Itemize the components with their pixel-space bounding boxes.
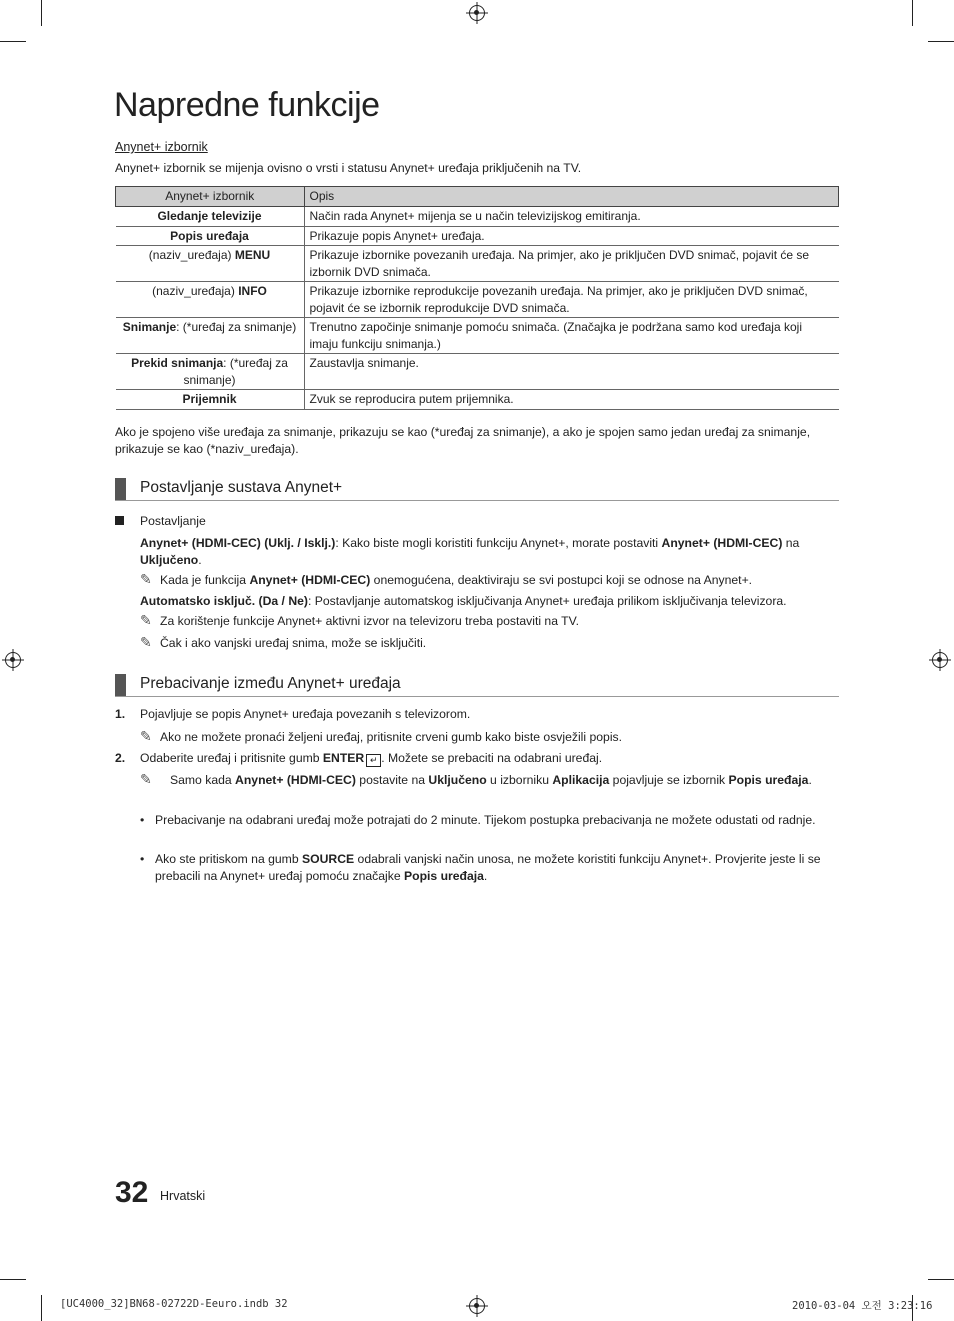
text-span: : (*uređaj za snimanje): [183, 356, 288, 387]
crop-mark: [41, 1295, 42, 1321]
table-row: [116, 354, 839, 390]
menu-item-name: Snimanje: [122, 320, 177, 334]
square-bullet-icon: [115, 516, 124, 525]
text-span: Ako ste pritiskom na gumb: [155, 852, 302, 866]
menu-item-cell: [116, 246, 305, 282]
text-span: Za korištenje funkcije Anynet+ aktivni izvor na televizoru treba postaviti na TV.: [160, 614, 579, 628]
menu-desc-cell: Prikazuje izbornike reprodukcije povezanih uređaja. Na primjer, ako je priključen DVD snimač, pojavit će se izbornik reprodukcije DVD snimača.: [304, 282, 839, 318]
menu-application: Aplikacija: [552, 773, 610, 787]
bullet-1: [140, 812, 830, 829]
crop-mark: [912, 0, 913, 26]
col-header-desc: Opis: [304, 187, 839, 207]
step-number: 1.: [115, 707, 126, 721]
menu-item-name: INFO: [238, 284, 267, 298]
source-key-label: SOURCE: [302, 852, 355, 866]
table-row: [116, 318, 839, 354]
text-span: na: [782, 536, 800, 550]
enter-icon: ↵: [366, 754, 381, 767]
enter-key-label: ENTER: [322, 751, 365, 765]
col-header-menu: Anynet+ izbornik: [116, 187, 305, 207]
menu-item-name: Gledanje televizije: [157, 209, 262, 223]
text-span: : Kako biste mogli koristiti funkciju Anynet+, morate postaviti: [335, 536, 662, 550]
value-on: Uključeno: [428, 773, 487, 787]
registration-mark-icon: [5, 652, 21, 668]
menu-desc-cell: Prikazuje popis Anynet+ uređaja.: [304, 226, 839, 246]
bullet-text: [155, 851, 830, 885]
step-2-note: [140, 771, 820, 789]
text-span: Kada je funkcija: [160, 573, 250, 587]
setup-item-title: [115, 513, 206, 530]
menu-item-name: Prijemnik: [182, 392, 237, 406]
step-text: [140, 750, 602, 767]
menu-item-cell: [116, 282, 305, 318]
language-label: Hrvatski: [160, 1189, 206, 1203]
step-2: [115, 750, 830, 767]
menu-device-list: Popis uređaja: [404, 869, 484, 883]
text-span: u izborniku: [486, 773, 553, 787]
text-span: Čak i ako vanjski uređaj snima, može se isključiti.: [160, 636, 427, 650]
text-span: (naziv_uređaja): [148, 248, 235, 262]
table-row: [116, 226, 839, 246]
text-span: pojavljuje se izbornik: [609, 773, 729, 787]
menu-item-name: MENU: [234, 248, 271, 262]
text-span: .: [198, 553, 202, 567]
setting-name-auto-off: Automatsko isključ. (Da / Ne): [140, 594, 308, 608]
page-title: Napredne funkcije: [114, 86, 380, 124]
text-span: .: [483, 869, 488, 883]
text-span: .: [808, 773, 812, 787]
print-timestamp: 2010-03-04 오전 3:23:16: [792, 1300, 933, 1312]
table-row: [116, 282, 839, 318]
section-bar: [115, 674, 126, 696]
table-row: [116, 390, 839, 410]
menu-item-cell: [116, 354, 305, 390]
section-setup-title: Postavljanje sustava Anynet+: [140, 479, 343, 496]
text-span: (naziv_uređaja): [152, 284, 239, 298]
menu-device-list: Popis uređaja: [728, 773, 809, 787]
step-text: Pojavljuje se popis Anynet+ uređaja povezanih s televizorom.: [140, 707, 471, 721]
step-1: [115, 706, 830, 723]
text-span: : (*uređaj za snimanje): [176, 320, 297, 334]
text-span: Odaberite uređaj i pritisnite gumb: [140, 751, 323, 765]
text-span: : Postavljanje automatskog isključivanja Anynet+ uređaja prilikom isključivanja televizora.: [307, 594, 787, 608]
pencil-note-icon: ✎: [140, 728, 152, 744]
menu-item-cell: [116, 207, 305, 227]
setup-note-1: [140, 571, 830, 589]
registration-mark-icon: [932, 652, 948, 668]
setup-note-2: [140, 612, 830, 630]
bullet-text: Prebacivanje na odabrani uređaj može potrajati do 2 minute. Tijekom postupka prebacivanja ne možete odustati od radnje.: [155, 813, 816, 827]
setup-note-3: [140, 634, 830, 652]
crop-mark: [41, 0, 42, 26]
setup-paragraph-2: [140, 593, 830, 610]
table-row: [116, 246, 839, 282]
text-span: Samo kada: [170, 773, 236, 787]
menu-item-cell: [116, 390, 305, 410]
section-switch-title: Prebacivanje između Anynet+ uređaja: [140, 675, 401, 692]
pencil-note-icon: ✎: [140, 571, 152, 587]
anynet-menu-heading: Anynet+ izbornik: [115, 140, 208, 154]
menu-item-cell: [116, 226, 305, 246]
text-span: odabrali vanjski način unosa, ne možete koristiti funkciju Anynet+. Provjerite jeste li se prebacili na Anynet+ uređaj pomoću značajke: [155, 852, 821, 883]
menu-desc-cell: Zaustavlja snimanje.: [304, 354, 839, 390]
section-setup-heading: [115, 478, 839, 501]
crop-mark: [928, 1279, 954, 1280]
anynet-menu-footnote: Ako je spojeno više uređaja za snimanje, prikazuju se kao (*uređaj za snimanje), a ako je spojen samo jedan uređaj za snimanje, prikazuje se kao (*naziv_uređaja).: [115, 425, 811, 456]
value-on: Uključeno: [140, 553, 199, 567]
text-span: onemogućena, deaktiviraju se svi postupci koji se odnose na Anynet+.: [370, 573, 753, 587]
anynet-menu-table: [115, 186, 839, 410]
setting-name-anynet: Anynet+ (HDMI-CEC) (Uklj. / Isklj.): [140, 536, 336, 550]
page-number: 32: [115, 1176, 149, 1209]
section-switch-heading: [115, 674, 839, 697]
dot-bullet-icon: •: [140, 852, 145, 866]
table-header-row: [116, 187, 839, 207]
table-row: [116, 207, 839, 227]
menu-item-cell: [116, 318, 305, 354]
setup-item-label: Postavljanje: [140, 514, 206, 528]
pencil-note-icon: ✎: [140, 612, 152, 628]
menu-desc-cell: Trenutno započinje snimanje pomoću snimača. (Značajka je podržana samo kod uređaja koji imaju funkciju snimanja.): [304, 318, 839, 354]
crop-mark: [928, 41, 954, 42]
menu-desc-cell: Prikazuje izbornike povezanih uređaja. Na primjer, ako je priključen DVD snimač, pojavit će se izbornik DVD snimača.: [304, 246, 839, 282]
setup-paragraph-1: [140, 535, 830, 569]
pencil-note-icon: ✎: [140, 634, 152, 650]
menu-desc-cell: Zvuk se reproducira putem prijemnika.: [304, 390, 839, 410]
dot-bullet-icon: •: [140, 813, 145, 827]
menu-item-name: Prekid snimanja: [131, 356, 224, 370]
file-info: [UC4000_32]BN68-02722D-Eeuro.indb 32: [60, 1298, 288, 1310]
section-bar: [115, 478, 126, 500]
step-1-note: [140, 728, 830, 746]
pencil-note-icon: ✎: [140, 771, 152, 787]
step-number: 2.: [115, 751, 126, 765]
text-span: Ako ne možete pronaći željeni uređaj, pritisnite crveni gumb kako biste osvježili popis.: [160, 730, 623, 744]
setting-name-anynet: Anynet+ (HDMI-CEC): [235, 773, 356, 787]
crop-mark: [0, 1279, 26, 1280]
text-span: . Možete se prebaciti na odabrani uređaj.: [381, 751, 603, 765]
setting-name-anynet: Anynet+ (HDMI-CEC): [249, 573, 371, 587]
text-span: postavite na: [355, 773, 429, 787]
crop-mark: [0, 41, 26, 42]
bullet-2: [140, 851, 830, 885]
menu-desc-cell: Način rada Anynet+ mijenja se u način televizijskog emitiranja.: [304, 207, 839, 227]
registration-mark-icon: [469, 5, 485, 21]
menu-item-name: Popis uređaja: [170, 228, 249, 243]
setting-name-anynet: Anynet+ (HDMI-CEC): [661, 536, 783, 550]
anynet-menu-intro: Anynet+ izbornik se mijenja ovisno o vrsti i statusu Anynet+ uređaja priključenih na TV.: [115, 161, 582, 175]
registration-mark-icon: [469, 1298, 485, 1314]
